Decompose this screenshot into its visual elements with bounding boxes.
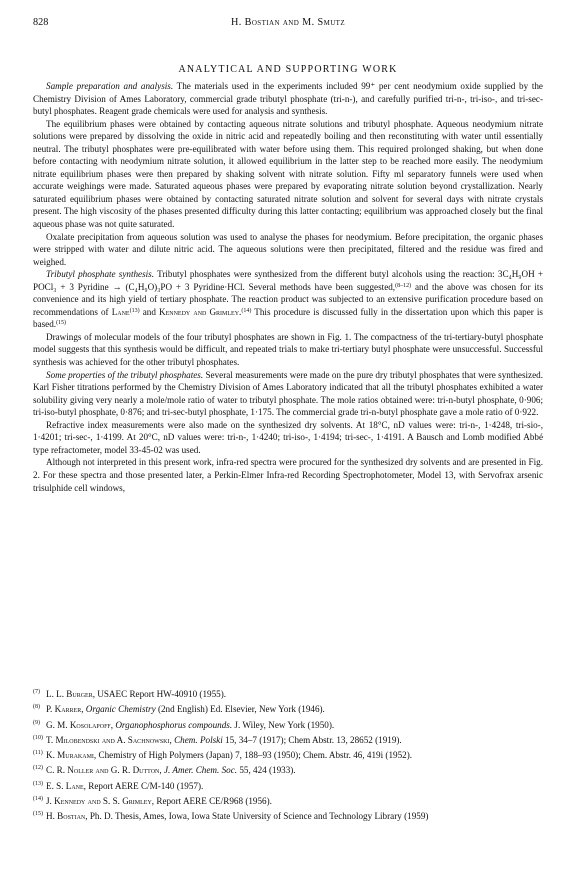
- reference-author: J. Kennedy and S. S. Grimley,: [46, 796, 155, 807]
- section-heading: ANALYTICAL AND SUPPORTING WORK: [178, 64, 398, 75]
- citation-ref[interactable]: (14): [241, 307, 252, 314]
- reference-details: USAEC Report HW-40910 (1955).: [97, 689, 227, 699]
- cited-author: Kennedy and Grimley.: [159, 306, 242, 317]
- reference-number: (15): [33, 811, 43, 818]
- reference-item: [33, 795, 543, 807]
- reference-author: C. R. Noller and G. R. Dutton,: [46, 765, 162, 776]
- reference-details: 55, 424 (1933).: [239, 765, 296, 776]
- reference-number: (12): [33, 765, 43, 772]
- paragraph-refractive-index: [33, 419, 543, 457]
- reference-title: J. Amer. Chem. Soc.: [163, 765, 238, 776]
- reference-number: (13): [33, 780, 43, 787]
- reference-author: K. Murakami,: [46, 750, 97, 761]
- paragraph-synthesis: [33, 268, 543, 331]
- paragraph-text: Several measurements were made on the pure dry tributyl phosphates that were synthesized. Karl Fisher titrations performed by the Chemistry Division of Ames Laboratory indicated that all the tributyl phosphates exhibited a water solubility giving very nearly a mole/mole ratio of water to tributyl phosphate. The mole ratios obtained were: tri-n-butyl phosphate, 0·906; tri-iso-butyl phosphate, 0·876; and tri-sec-butyl phosphate, 1·175. The commercial grade tri-n-butyl phosphate gave a mole ratio of 0·922.: [33, 369, 544, 418]
- reference-author: H. Bostian,: [46, 811, 88, 822]
- citation-ref[interactable]: (13): [129, 307, 140, 314]
- reference-details: Chemistry of High Polymers (Japan) 7, 188–93 (1950); Chem. Abstr. 46, 419i (1952).: [98, 750, 413, 761]
- reference-author: P. Karrer,: [46, 704, 84, 715]
- reference-details: Report AERE CE/R968 (1956).: [156, 796, 272, 807]
- paragraph-lead: Sample preparation and analysis.: [46, 81, 174, 91]
- reference-number: (7): [33, 689, 40, 695]
- paragraph-lead: Some properties of the tributyl phosphates.: [46, 369, 204, 380]
- paragraph-equilibrium-phases: [33, 118, 543, 231]
- paragraph-text: Several methods have been suggested,: [248, 281, 396, 292]
- reference-number: (9): [33, 719, 40, 726]
- reference-item: [33, 749, 543, 761]
- paragraph-text: and: [142, 306, 156, 317]
- reference-item: [33, 688, 543, 700]
- reference-title: Organic Chemistry: [85, 704, 156, 715]
- reference-item: [33, 780, 543, 792]
- reference-item: [33, 703, 543, 715]
- reference-number: (11): [33, 750, 43, 757]
- references-list: [33, 688, 543, 826]
- reference-details: Ph. D. Thesis, Ames, Iowa, Iowa State University of Science and Technology Library (1959): [89, 811, 429, 822]
- page-number: 828: [33, 17, 49, 28]
- reference-details: Report AERE C/M-140 (1957).: [88, 780, 204, 791]
- paragraph-text: Although not interpreted in this present work, infra-red spectra were procured for the synthesized dry solvents and are presented in Fig. 2. For these spectra and those presented later, a Perkin-Elmer Infra-red Recording Spectrophotometer, Model 13, with Servofrax arsenic trisulphide cell windows,: [33, 457, 543, 493]
- reference-author: L. L. Burger,: [46, 689, 95, 699]
- running-header: [33, 17, 543, 31]
- reference-item: [33, 734, 543, 746]
- cited-author: Lane: [111, 306, 130, 317]
- paragraph-text: Oxalate precipitation from aqueous solution was used to analyse the phases for neodymium. Before precipitation, the organic phases were stripped with water and dilute nitric acid. The aqueous solutions were then precipitated, filtered and the residue was fired and weighed.: [33, 231, 543, 267]
- reference-item: [33, 764, 543, 776]
- reference-title: Organophosphorus compounds.: [115, 719, 233, 730]
- reference-number: (10): [33, 734, 43, 741]
- reference-author: G. M. Kosolapoff,: [46, 719, 114, 730]
- citation-ref[interactable]: (15): [56, 320, 67, 327]
- paragraph-text: This procedure is discussed fully in the dissertation upon which this paper is based.: [33, 306, 543, 330]
- reference-number: (8): [33, 704, 40, 711]
- paragraph-oxalate-precipitation: [33, 231, 543, 269]
- citation-ref[interactable]: (8–12): [395, 282, 412, 289]
- reference-author: T. Milobendski and A. Sachnowski,: [46, 734, 172, 745]
- paragraph-infrared: [33, 456, 543, 494]
- reference-item: [33, 810, 543, 822]
- paragraph-sample-preparation: [33, 80, 543, 118]
- paragraph-properties: [33, 369, 543, 419]
- reference-details: 15, 34–7 (1917); Chem Abstr. 13, 28652 (1919).: [225, 734, 402, 745]
- reaction-equation: 3C₄H₉OH + POCl₃ + 3 Pyridine → (C₄H₉O)₃PO + 3 Pyridine·HCl.: [33, 269, 544, 292]
- reference-title: Chem. Polski: [174, 734, 223, 745]
- reference-author: E. S. Lane,: [46, 780, 86, 791]
- paragraph-molecular-models: [33, 331, 543, 369]
- paragraph-text: and the above was chosen for its convenience and its high yield of tertiary phosphate. The reaction product was subjected to an extensive purification procedure based on recommendations of: [33, 281, 543, 317]
- paragraph-text: Refractive index measurements were also made on the synthesized dry solvents. At 18°C, nD values were: tri-n-, 1·4248, tri-sio-, 1·4201; tri-sec-, 1·4199. At 20°C, nD values were: tri-n-, 1·4240; tri-iso-, 1·4194; tri-sec-, 1·4191. A Bausch and Lomb modified Abbé type refractometer, model 33-45-02 was used.: [33, 419, 543, 455]
- paragraph-text: The materials used in the experiments included 99⁺ per cent neodymium oxide supplied by the Chemistry Division of Ames Laboratory, commercial grade tributyl phosphate (tri-n-), and carefully purified tri-n-, tri-iso-, and tri-sec-butyl phosphates. Reagent grade chemicals were used for analysis and synthesis.: [33, 81, 543, 117]
- reference-number: (14): [33, 796, 43, 803]
- paragraph-lead: Tributyl phosphate synthesis.: [46, 269, 155, 280]
- reference-details: (2nd English) Ed. Elsevier, New York (1946).: [157, 704, 325, 715]
- paragraph-text: Tributyl phosphates were synthesized from the different butyl alcohols using the reaction:: [157, 269, 495, 280]
- paragraph-text: Drawings of molecular models of the four tributyl phosphates are shown in Fig. 1. The compactness of the tri-tertiary-butyl phosphate model suggests that this synthesis would be difficult, and repeated trials to make tri-tertiary butyl phosphate were unsuccessful. Successful synthesis was achieved for the other tributyl phosphates.: [33, 331, 543, 368]
- paragraph-text: The equilibrium phases were obtained by contacting aqueous nitrate solutions and tributyl phosphate. Aqueous neodymium nitrate solutions were prepared by dissolving the oxide in nitric acid and repeatedly boiling and then reconstituting with water until essentially neutral. The tributyl phosphates were pre-equilibrated with water before using them. This required prolonged shaking, but when done before contacting with neodymium nitrate solution, it allowed equilibrium in the latter step to be reached more easily. The neodymium nitrate equilibrium phases were then prepared by shaking solvent with nitrate solution. Fifty ml separatory funnels were used when accurate weighings were made. Saturated aqueous phases were prepared by evaporating nitrate solution beyond crystallization. Nearly saturated equilibrium phases were obtained by contacting saturated nitrate solution and solvent for several days with nitrate crystals present. The high viscosity of the phases presented difficulty during this latter contacting; equilibrium was approached closely but the final aqueous phase was not quite saturated.: [33, 118, 543, 230]
- reference-details: J. Wiley, New York (1950).: [234, 719, 335, 730]
- body-text: [33, 80, 543, 494]
- running-header-authors: H. Bostian and M. Smutz: [230, 17, 346, 28]
- reference-item: [33, 719, 543, 731]
